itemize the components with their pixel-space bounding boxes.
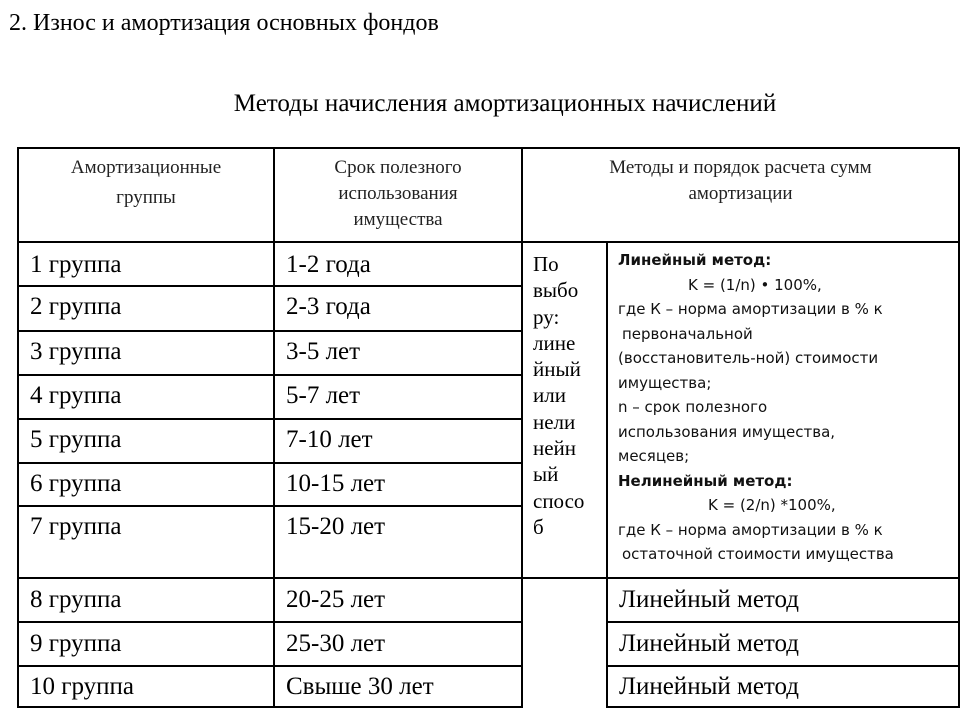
method-text-line: где К – норма амортизации в % к bbox=[618, 520, 883, 539]
nonlinear-formula: K = (2/n) *100%, bbox=[708, 496, 836, 514]
method-text-line: первоначальной bbox=[622, 324, 753, 343]
header-term bbox=[275, 155, 521, 233]
row-divider bbox=[17, 665, 523, 667]
term-cell: Свыше 30 лет bbox=[286, 673, 434, 700]
term-cell: 2-3 года bbox=[286, 293, 371, 320]
method-cell: Линейный метод bbox=[619, 630, 800, 657]
linear-formula: K = (1/n) • 100%, bbox=[688, 275, 822, 294]
term-cell: 20-25 лет bbox=[286, 586, 386, 613]
header-methods bbox=[523, 155, 958, 207]
method-text-line: месяцев; bbox=[618, 447, 690, 465]
method-text-line: имущества; bbox=[618, 373, 712, 392]
method-cell: Линейный метод bbox=[619, 586, 800, 613]
group-cell: 5 группа bbox=[30, 426, 122, 453]
row-divider bbox=[606, 621, 960, 623]
header-term-line: Срок полезного bbox=[334, 157, 462, 178]
header-groups-line: Амортизационные bbox=[70, 157, 222, 178]
header-groups bbox=[19, 155, 273, 211]
group-cell: 6 группа bbox=[30, 470, 122, 497]
method-text-line: n – срок полезного bbox=[618, 398, 768, 416]
method-text-line: остаточной стоимости имущества bbox=[622, 545, 894, 563]
row-divider bbox=[17, 462, 523, 464]
row-divider bbox=[17, 418, 523, 420]
group-cell: 8 группа bbox=[30, 586, 122, 613]
header-methods-line: амортизации bbox=[688, 183, 793, 204]
row-divider bbox=[17, 505, 523, 507]
choice-line: б bbox=[533, 514, 544, 539]
group-cell: 7 группа bbox=[30, 513, 122, 540]
term-cell: 25-30 лет bbox=[286, 630, 386, 657]
depreciation-table bbox=[17, 147, 960, 708]
header-groups-line: группы bbox=[116, 187, 176, 208]
term-cell: 3-5 лет bbox=[286, 338, 361, 365]
term-cell: 10-15 лет bbox=[286, 470, 386, 497]
method-details bbox=[618, 248, 958, 567]
table-border-bottom bbox=[606, 706, 960, 708]
method-text-line: использования имущества, bbox=[618, 422, 836, 441]
choice-line: По bbox=[533, 252, 559, 276]
group-cell: 10 группа bbox=[30, 673, 135, 700]
choice-line: или bbox=[533, 383, 566, 408]
method-text-line: (восстановитель-ной) стоимости bbox=[618, 349, 879, 367]
method-cell: Линейный метод bbox=[619, 673, 800, 700]
header-term-line: имущества bbox=[353, 209, 443, 230]
term-cell: 1-2 года bbox=[286, 251, 371, 278]
row-divider bbox=[606, 665, 960, 667]
header-term-line: использования bbox=[338, 183, 458, 204]
choice-line: ый bbox=[533, 462, 559, 487]
header-divider bbox=[17, 241, 960, 243]
group-cell: 9 группа bbox=[30, 630, 122, 657]
group-cell: 4 группа bbox=[30, 382, 122, 409]
method-text-line: где К – норма амортизации в % к bbox=[618, 300, 883, 318]
choice-line: нейн bbox=[533, 436, 577, 461]
choice-line: йный bbox=[533, 357, 581, 382]
row-divider bbox=[17, 330, 523, 332]
term-cell: 15-20 лет bbox=[286, 513, 386, 540]
row-divider bbox=[17, 577, 960, 579]
header-methods-line: Методы и порядок расчета сумм bbox=[609, 157, 872, 178]
term-cell: 7-10 лет bbox=[286, 426, 373, 453]
group-cell: 3 группа bbox=[30, 338, 122, 365]
row-divider bbox=[17, 374, 523, 376]
choice-line: лине bbox=[533, 330, 576, 355]
group-cell: 1 группа bbox=[30, 251, 122, 278]
table-border-bottom bbox=[17, 706, 523, 708]
term-cell: 5-7 лет bbox=[286, 382, 361, 409]
choice-line: выбо bbox=[533, 278, 579, 303]
group-cell: 2 группа bbox=[30, 293, 122, 320]
nonlinear-method-title: Нелинейный метод: bbox=[618, 471, 793, 490]
section-heading: 2. Износ и амортизация основных фондов bbox=[9, 10, 439, 36]
choice-line: нели bbox=[533, 409, 576, 434]
table-border-top bbox=[17, 147, 960, 149]
choice-line: спосо bbox=[533, 488, 585, 513]
page-title: Методы начисления амортизационных начислений bbox=[233, 90, 777, 117]
row-divider bbox=[17, 285, 523, 287]
linear-method-title: Линейный метод: bbox=[618, 251, 772, 269]
row-divider bbox=[17, 621, 523, 623]
choice-cell bbox=[521, 251, 601, 540]
choice-line: ру: bbox=[533, 304, 560, 329]
